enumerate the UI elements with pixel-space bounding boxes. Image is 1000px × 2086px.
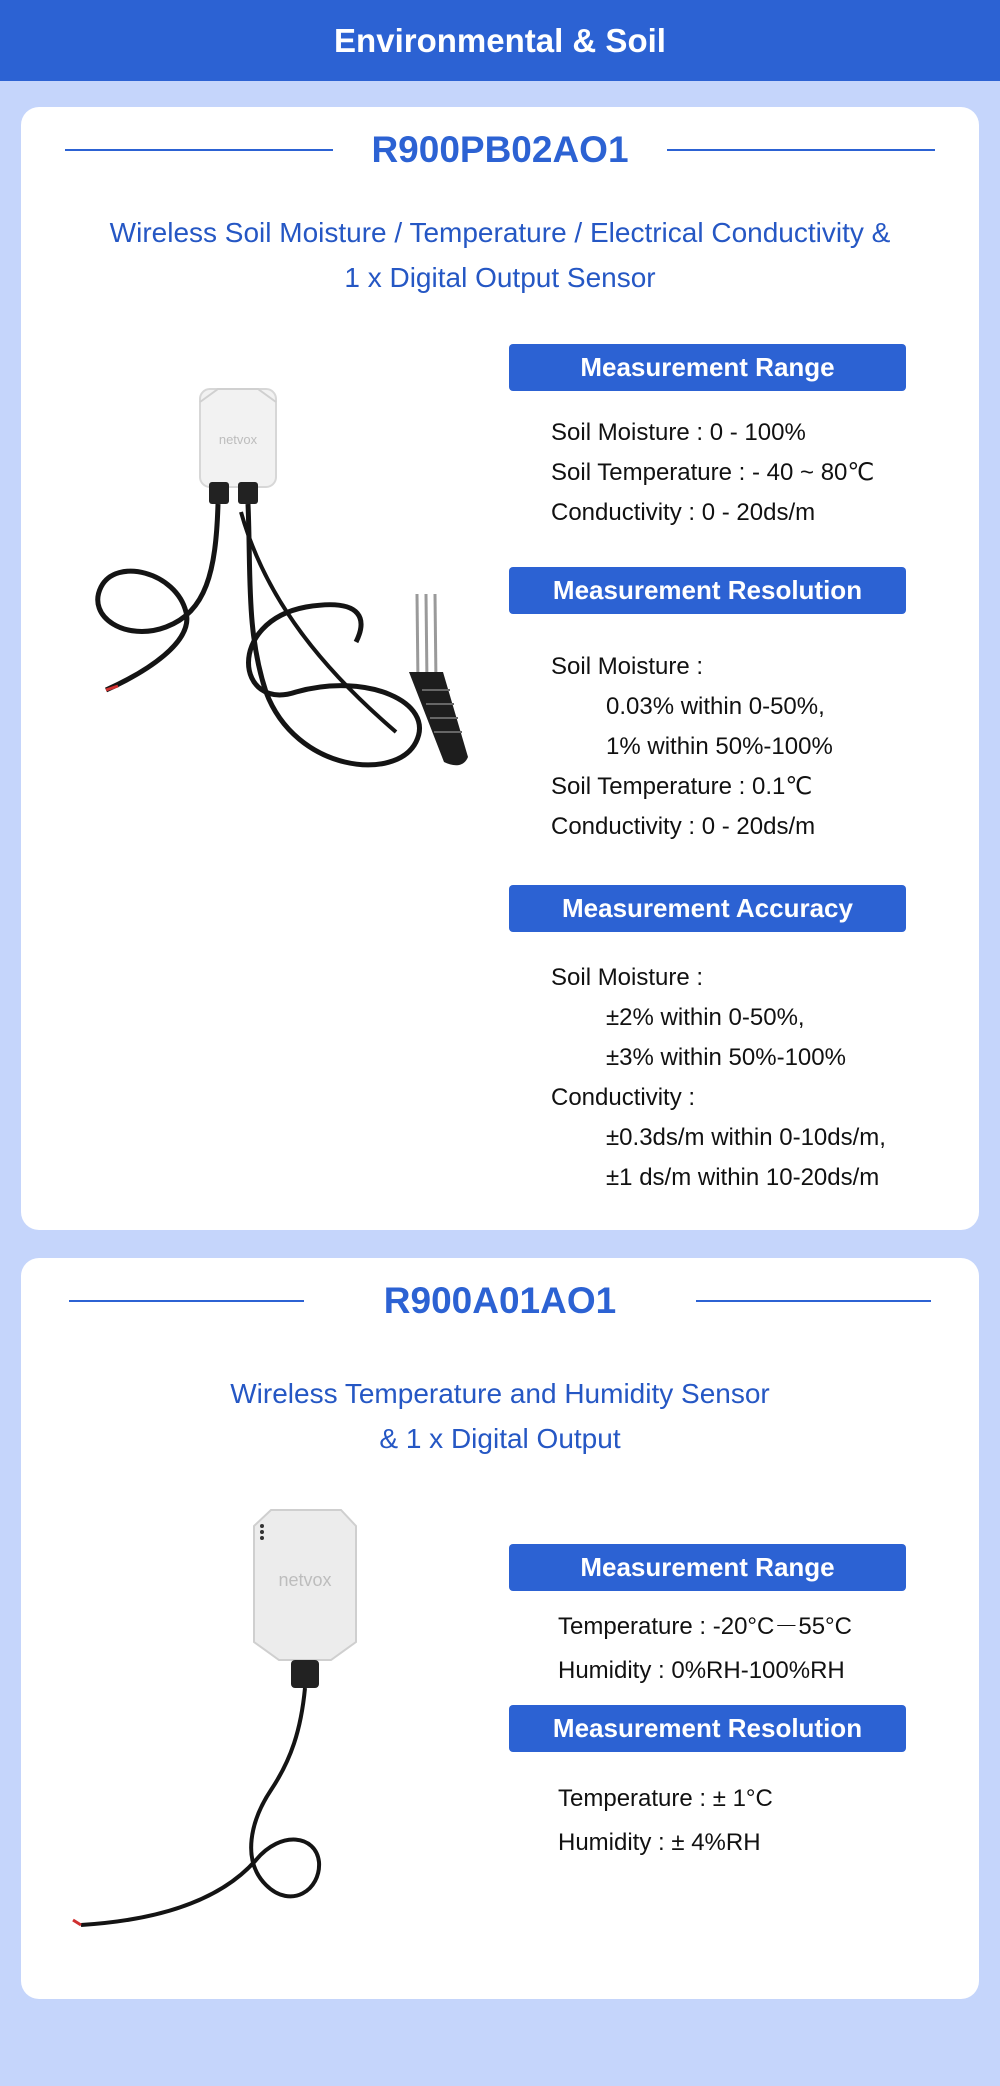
spec-line: Soil Temperature : 0.1℃ bbox=[551, 773, 813, 800]
section-heading-range: Measurement Range bbox=[509, 1544, 906, 1591]
spec-line: 1% within 50%-100% bbox=[606, 733, 833, 760]
divider-left bbox=[69, 1300, 304, 1302]
spec-line: ±2% within 0-50%, bbox=[606, 1004, 805, 1031]
product-subtitle: Wireless Soil Moisture / Temperature / Electrical Conductivity & 1 x Digital Output Sensor bbox=[109, 217, 891, 293]
product-title-row bbox=[21, 129, 979, 171]
product-model: R900A01AO1 bbox=[383, 1280, 617, 1321]
spec-line: Soil Moisture : bbox=[551, 653, 704, 680]
divider-left bbox=[65, 149, 333, 151]
divider-right bbox=[667, 149, 935, 151]
range-spec-list bbox=[558, 1605, 852, 1693]
product-card-r900pb02ao1 bbox=[21, 107, 979, 1230]
spec-line: Soil Temperature : - 40 ~ 80℃ bbox=[551, 459, 875, 486]
product-model: R900PB02AO1 bbox=[371, 129, 629, 170]
spec-line: Humidity : ± 4%RH bbox=[558, 1829, 761, 1856]
spec-line: Temperature : -20°C－55°C bbox=[558, 1613, 852, 1640]
spec-line: Conductivity : bbox=[551, 1084, 696, 1111]
spec-line: ±1 ds/m within 10-20ds/m bbox=[606, 1164, 880, 1191]
spec-line: ±0.3ds/m within 0-10ds/m, bbox=[606, 1124, 886, 1151]
product-subtitle: Wireless Temperature and Humidity Sensor & 1 x Digital Output bbox=[230, 1378, 770, 1454]
temperature-humidity-sensor-image bbox=[51, 1490, 481, 1970]
header-title: Environmental & Soil bbox=[334, 21, 666, 59]
page-header bbox=[0, 0, 1000, 81]
resolution-spec-list bbox=[558, 1777, 773, 1865]
section-heading-accuracy: Measurement Accuracy bbox=[509, 885, 906, 932]
spec-line: ±3% within 50%-100% bbox=[606, 1044, 846, 1071]
soil-sensor-image bbox=[66, 372, 506, 812]
spec-line: 0.03% within 0-50%, bbox=[606, 693, 825, 720]
range-spec-list bbox=[551, 413, 874, 533]
device-brand-logo: netvox bbox=[278, 1570, 332, 1590]
spec-line: Soil Moisture : bbox=[551, 964, 704, 991]
device-brand-logo: netvox bbox=[218, 432, 258, 447]
spec-line: Conductivity : 0 - 20ds/m bbox=[551, 813, 816, 840]
divider-right bbox=[696, 1300, 931, 1302]
section-heading-range: Measurement Range bbox=[509, 344, 906, 391]
product-card-r900a01ao1 bbox=[21, 1258, 979, 1999]
section-heading-resolution: Measurement Resolution bbox=[509, 1705, 906, 1752]
product-title-row bbox=[21, 1280, 979, 1322]
resolution-spec-list bbox=[551, 647, 833, 847]
spec-line: Temperature : ± 1°C bbox=[558, 1785, 773, 1812]
section-heading-resolution: Measurement Resolution bbox=[509, 567, 906, 614]
accuracy-spec-list bbox=[551, 958, 886, 1198]
spec-line: Conductivity : 0 - 20ds/m bbox=[551, 499, 816, 526]
spec-line: Humidity : 0%RH-100%RH bbox=[558, 1657, 845, 1684]
spec-line: Soil Moisture : 0 - 100% bbox=[551, 419, 806, 446]
